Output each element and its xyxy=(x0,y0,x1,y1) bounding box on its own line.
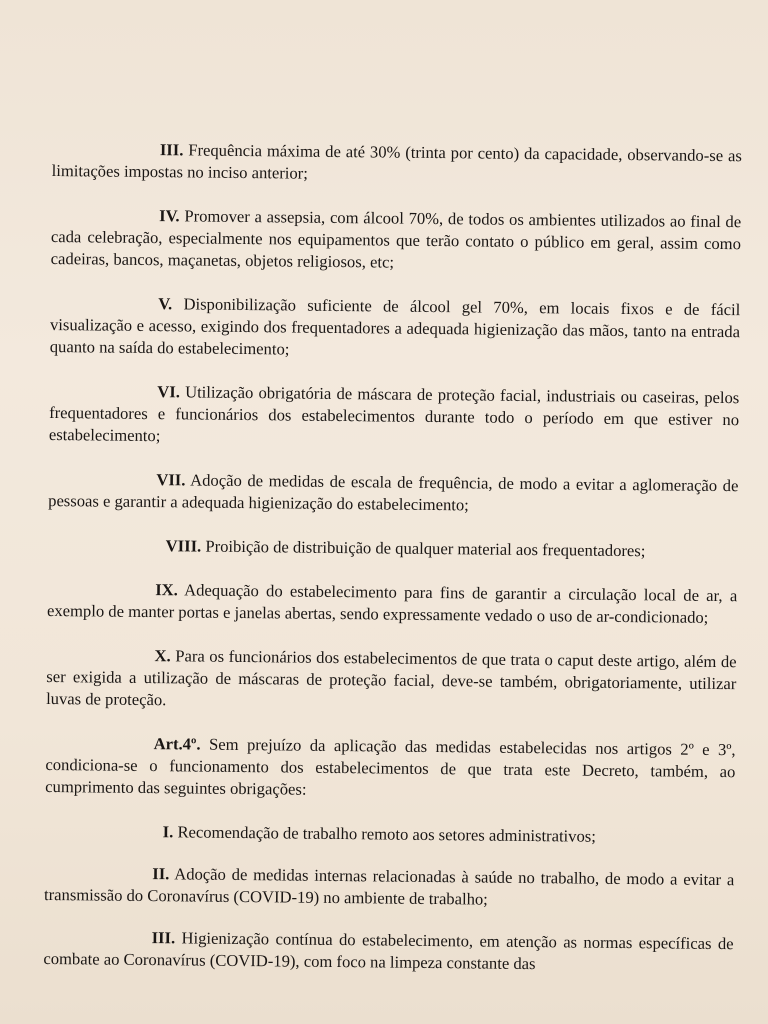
inciso-viii xyxy=(48,534,738,563)
inciso-label: II. xyxy=(152,864,170,884)
document-page xyxy=(43,138,742,999)
inciso-label: VII. xyxy=(156,470,186,490)
inciso-text: Proibição de distribuição de qualquer material aos frequentadores; xyxy=(201,536,646,561)
inciso-text: Adequação do estabelecimento para fins de garantir a circulação local de ar, a exemplo de manter portas e janelas abertas, sendo expressamente vedado o uso de ar-condicionado; xyxy=(46,580,738,627)
inciso-text: Disponibilização suficiente de álcool gel 70%, em locais fixos e de fácil visualização e acesso, exigindo dos frequentadores a adequada higienização das mãos, tanto na entrada quanto na saída do estabelecimento; xyxy=(49,294,741,359)
inciso-label: I. xyxy=(162,822,174,842)
article-inciso-i xyxy=(45,820,735,849)
inciso-iii xyxy=(52,138,742,189)
article-inciso-iii xyxy=(43,926,733,977)
inciso-text: Para os funcionários dos estabelecimentos de que trata o caput deste artigo, além de ser exigida a utilização de máscaras de proteção facial, deve-se também, obrigatoriamente, utilizar luvas de proteção. xyxy=(46,646,737,710)
inciso-label: V. xyxy=(158,294,173,314)
inciso-ix xyxy=(47,578,737,629)
article-text: Sem prejuízo da aplicação das medidas estabelecidas nos artigos 2º e 3º, condiciona-se o funcionamento dos estabelecimentos de que trata este Decreto, também, ao cumprimento das seguintes obrigações: xyxy=(45,734,736,799)
inciso-x xyxy=(46,644,737,717)
inciso-label: III. xyxy=(151,928,176,948)
article-label: Art.4º. xyxy=(153,734,201,754)
inciso-v xyxy=(50,292,741,365)
inciso-text: Adoção de medidas internas relacionadas à saúde no trabalho, de modo a evitar a transmissão do Coronavírus (COVID-19) no ambiente de trabalho; xyxy=(43,864,735,909)
inciso-label: VI. xyxy=(157,382,181,402)
inciso-text: Frequência máxima de até 30% (trinta por cento) da capacidade, observando-se as limitações impostas no inciso anterior; xyxy=(51,140,742,183)
inciso-text: Higienização contínua do estabelecimento, em atenção as normas específicas de combate ao Coronavírus (COVID-19), com foco na limpeza constante das xyxy=(43,928,734,974)
inciso-label: VIII. xyxy=(165,536,202,556)
inciso-text: Utilização obrigatória de máscara de proteção facial, industriais ou caseiras, pelos frequentadores e funcionários dos estabelecimentos durante todo o período em que estiver no estabelecimento; xyxy=(48,382,740,446)
inciso-iv xyxy=(51,204,742,277)
article-inciso-ii xyxy=(44,862,734,913)
inciso-label: IX. xyxy=(155,580,178,600)
inciso-label: IV. xyxy=(159,206,180,226)
inciso-label: X. xyxy=(154,646,171,666)
inciso-text: Adoção de medidas de escala de frequência, de modo a evitar a aglomeração de pessoas e garantir a adequada higienização do estabelecimento; xyxy=(48,470,739,515)
inciso-text: Recomendação de trabalho remoto aos setores administrativos; xyxy=(173,822,596,846)
inciso-text: Promover a assepsia, com álcool 70%, de todos os ambientes utilizados ao final de cada celebração, especialmente nos equipamentos que terão contato o público em geral, assim como cadeiras, bancos, maçanetas, objetos religiosos, etc; xyxy=(50,206,742,272)
inciso-vii xyxy=(48,468,738,519)
inciso-vi xyxy=(49,380,740,453)
article-4 xyxy=(45,732,736,805)
inciso-label: III. xyxy=(159,140,184,160)
